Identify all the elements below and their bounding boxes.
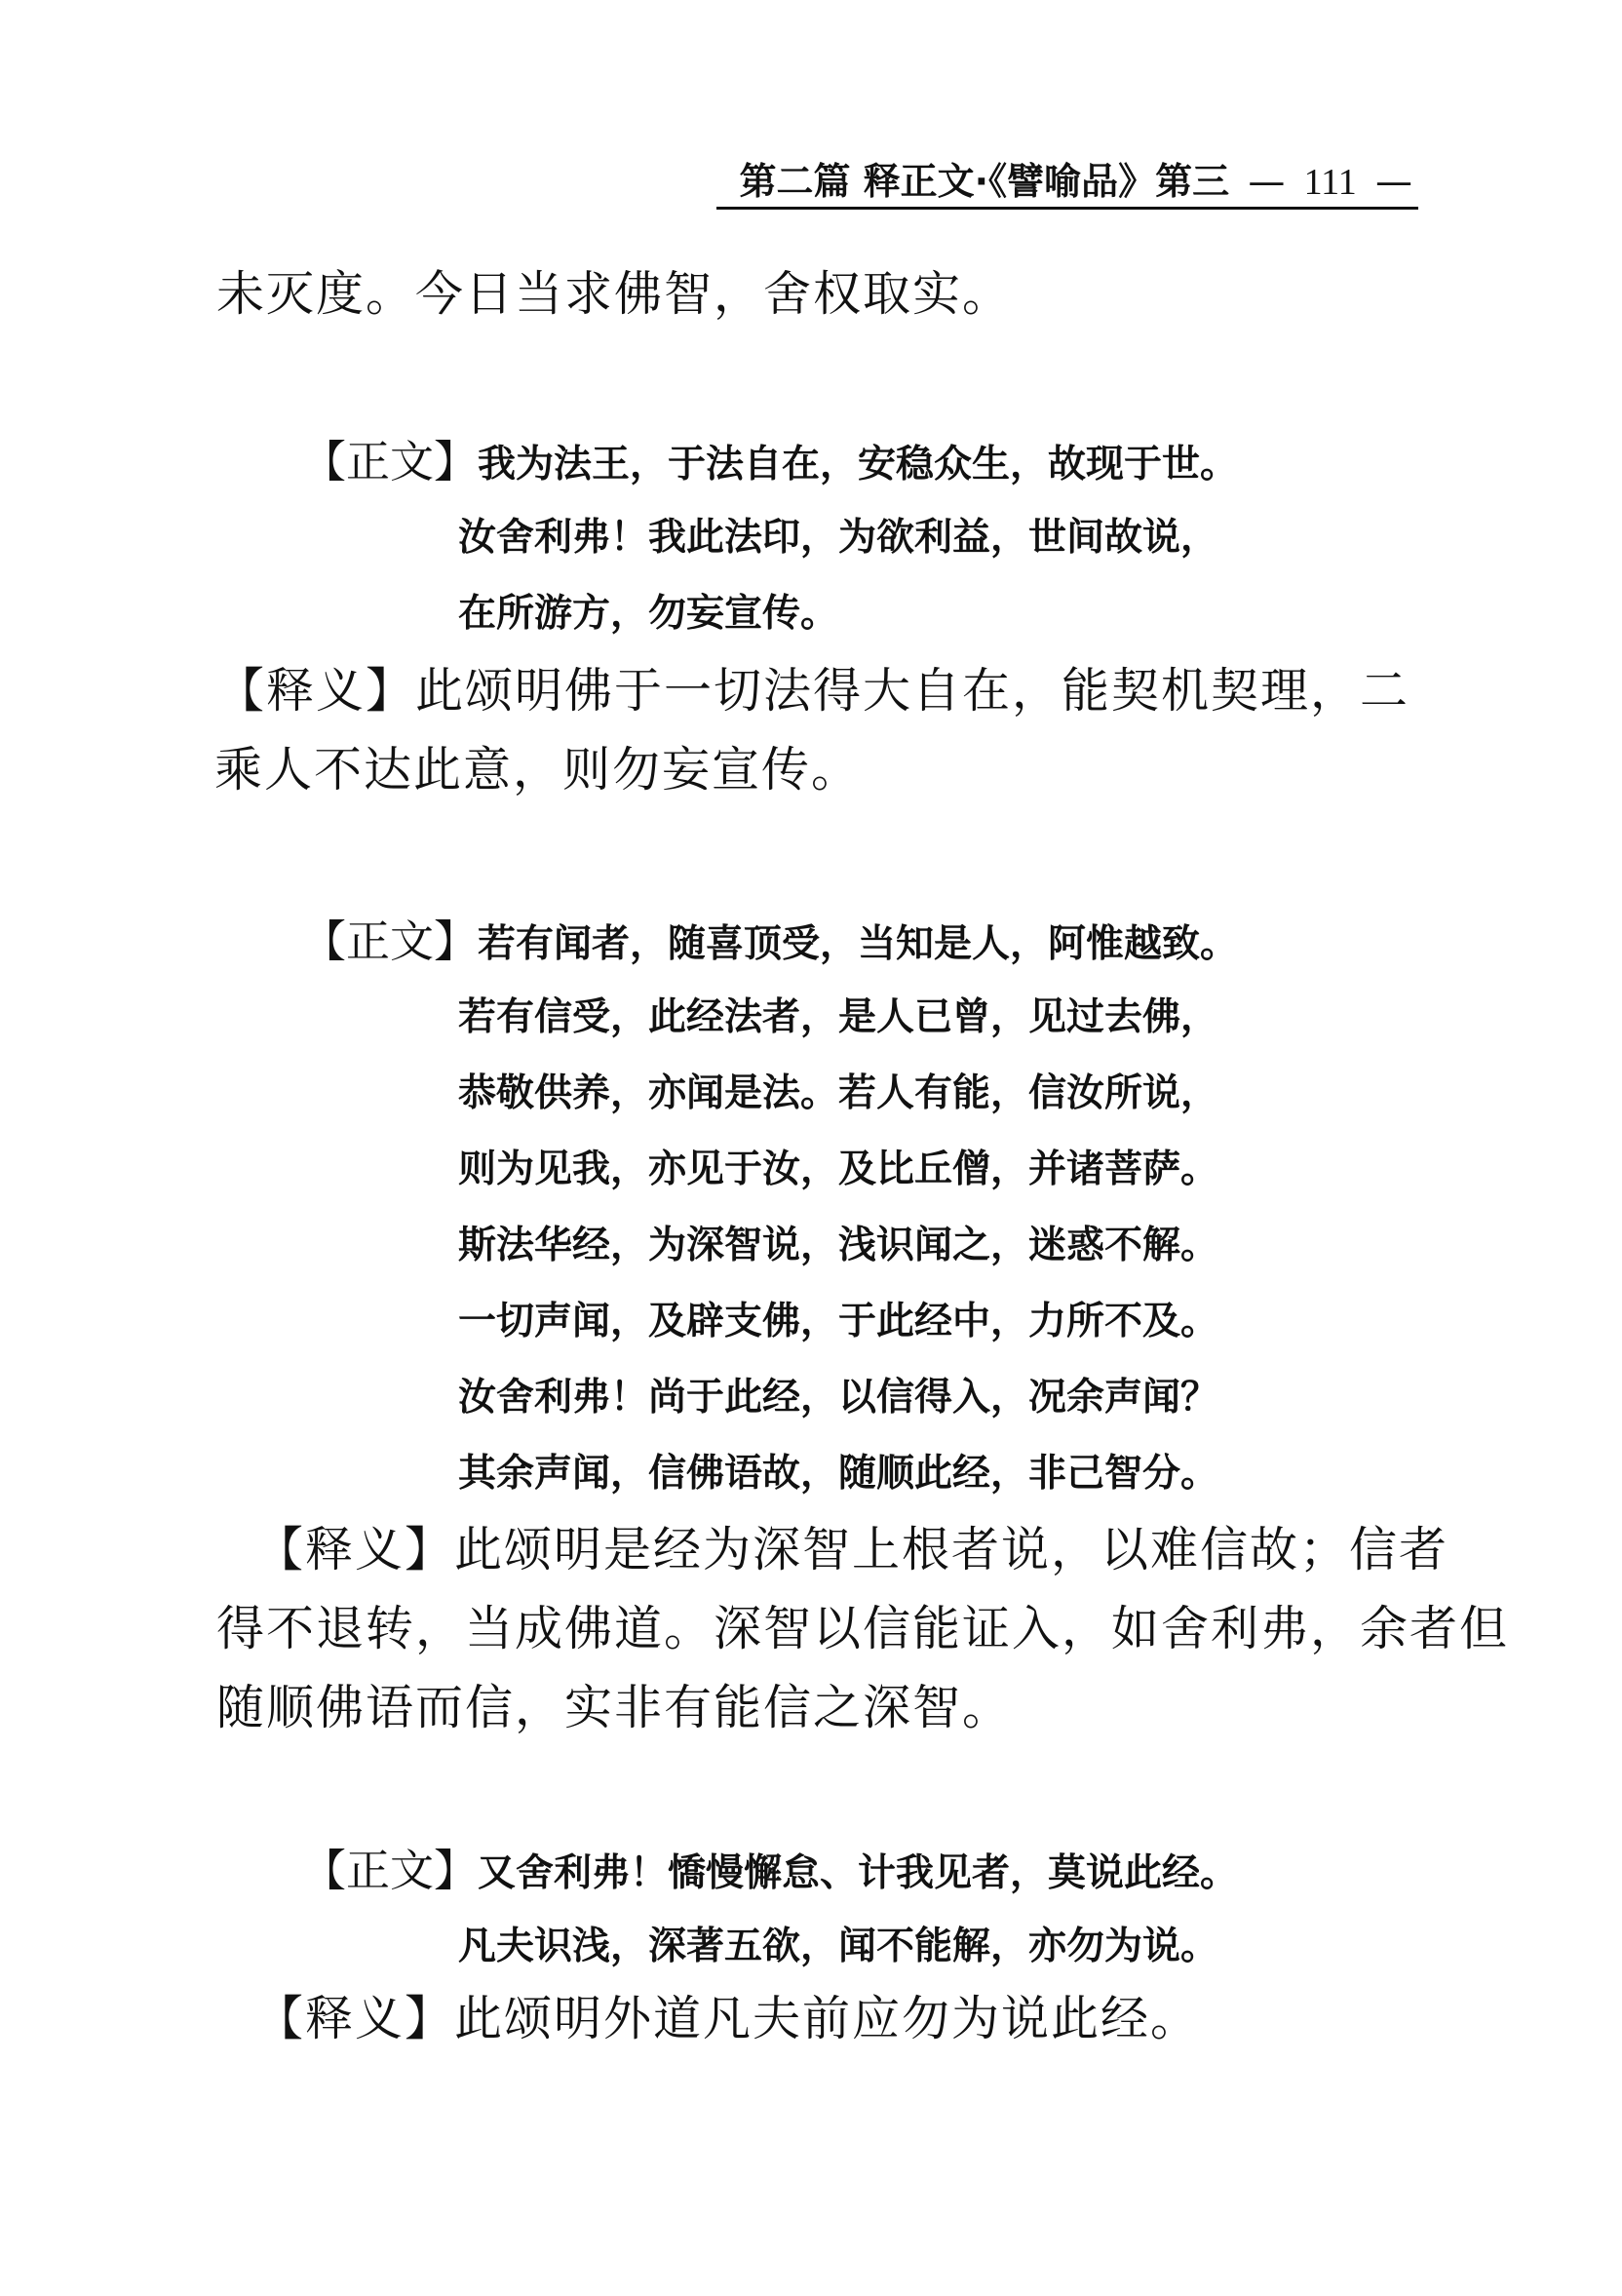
explanation-tag: 【释义】: [255, 1991, 455, 2046]
verse-tag: 【正文】: [302, 1845, 479, 1896]
verse-2-line: 若有信受，此经法者，是人已曾，见过去佛，: [458, 995, 1219, 1039]
explanation-2-rest: [216, 1589, 1510, 1747]
explanation-2-line: [255, 1510, 1449, 1589]
explanation-2: [255, 1510, 1449, 1589]
explanation-1: [216, 651, 1420, 809]
verse-2-line: 汝舍利弗！尚于此经，以信得入，况余声闻？: [458, 1376, 1219, 1420]
header-title: 第二篇 释正文·《譬喻品》第三: [739, 160, 1230, 203]
explanation-1-line: 乘人不达此意，则勿妄宣传。: [214, 742, 862, 798]
explanation-2-line: 得不退转，当成佛道。深智以信能证入，如舍利弗，余者但: [216, 1601, 1510, 1656]
explanation-3: [255, 1979, 1425, 2058]
verse-1-first-line: [302, 424, 1238, 503]
verse-text: 又舍利弗！憍慢懈怠、计我见者，莫说此经。: [478, 1851, 1239, 1895]
header-dash-left: —: [1248, 160, 1286, 203]
verse-text: 若有闻者，随喜顶受，当知是人，阿惟越致。: [478, 922, 1239, 966]
explanation-1-line: [216, 651, 1420, 730]
verse-2-first-line: [302, 904, 1238, 983]
verse-1-line: 在所游方，勿妄宣传。: [458, 592, 839, 636]
verse-tag: 【正文】: [302, 915, 479, 967]
verse-text: 我为法王，于法自在，安稳众生，故现于世。: [478, 443, 1239, 486]
explanation-2-line: 随顺佛语而信，实非有能信之深智。: [216, 1680, 1013, 1735]
verse-tag: 【正文】: [302, 436, 479, 487]
verse-2-line: 恭敬供养，亦闻是法。若人有能，信汝所说，: [458, 1071, 1219, 1115]
verse-2-line: 一切声闻，及辟支佛，于此经中，力所不及。: [458, 1300, 1219, 1343]
header-dash-right: —: [1375, 160, 1412, 203]
explanation-text: 此颂明是经为深智上根者说，以难信故；信者: [454, 1522, 1449, 1577]
verse-1-line: 汝舍利弗！我此法印，为欲利益，世间故说，: [458, 516, 1219, 560]
explanation-tag: 【释义】: [255, 1522, 455, 1577]
explanation-3-line: [255, 1979, 1425, 2058]
verse-2-line: 则为见我，亦见于汝，及比丘僧，并诸菩萨。: [458, 1148, 1219, 1191]
explanation-tag: 【释义】: [216, 663, 416, 719]
running-header: [716, 156, 1418, 210]
explanation-text: 此颂明佛于一切法得大自在，能契机契理，二: [415, 663, 1410, 719]
verse-3-line: 凡夫识浅，深著五欲，闻不能解，亦勿为说。: [458, 1925, 1219, 1968]
continued-paragraph: 未灭度。今日当求佛智，舍权取实。: [216, 266, 1013, 322]
verse-2-line: 其余声闻，信佛语故，随顺此经，非己智分。: [458, 1452, 1219, 1496]
page-number: 111: [1303, 162, 1357, 203]
explanation-text: 此颂明外道凡夫前应勿为说此经。: [454, 1991, 1201, 2046]
verse-3-first-line: [302, 1833, 1238, 1912]
verse-2-line: 斯法华经，为深智说，浅识闻之，迷惑不解。: [458, 1224, 1219, 1267]
